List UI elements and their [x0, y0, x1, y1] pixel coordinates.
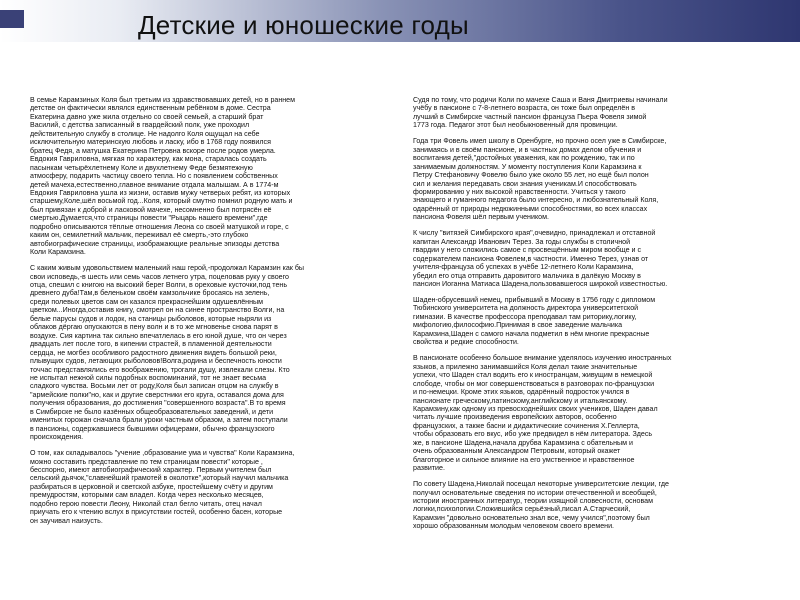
right-paragraph-4: Шаден-обрусевший немец, прибывший в Москву в 1756 году с дипломом Тюбинского университета на должность директора университетской гимназии. В качестве профессора преподавал там риторику,логику, мифологию,философию.Принимая в свое заведение мальчика Карамзина,Шаден с самого начала подметил в нём многие прекрасные свойства и редкие способности. [413, 296, 656, 347]
header-accent-tab [0, 10, 24, 28]
left-paragraph-1: В семье Карамзиных Коля был третьим из здравствовавших детей, но в раннем детстве он фактически являлся единственным ребёнком в доме. Сестра Екатерина давно уже жила отдельно со своей семьей, а старший брат Василий, с детства записанный в гвардейский полк, уже проходил действительную службу в столице. Не надолго Коля ощущал на себе исключительную материнскую любовь и ласку, ибо в 1768 году появился братец Федя, а матушка Екатерина Петровна вскоре после родов умерла. Евдокия Гавриловна, мягкая по характеру, как мона, старалась создать пасынкам четырёхлетнему Коле и двухлетнему Феде безмятежную атмосферу, подарить частицу своего тепла. Но с появлением собственных детей мачеха,естественно,главное внимание отдала малышам. А в 1774-м Евдокия Гавриловна ушла из жизни, оставив мужу четверых ребят, из которых старшему,Коле,шёл восьмой год...Коля, который смутно помнил родную мать и был привязан к доброй и ласковой мачехе, несомненно был потрясён её смертью.Думается,что страницы повести "Рыцарь нашего времени",где подробно описываются тёплые отношения Леона со своей матушкой и горе, с каким он, семилетний мальчик, переживал её смерть,-это глубоко автобиографические страницы, изображающие реальные эпизоды детства Коли Карамзина. [30, 96, 295, 257]
left-text-column [30, 96, 382, 533]
left-paragraph-3: О том, как складывалось "учение ,образование ума и чувства" Коли Карамзина, можно составить представление по тем страницам повести" которые , бесспорно, имеют автобиографический характер. Первым учителем был сельский дьячок,"славнейший грамотей в околотке",который научил мальчика разбираться в церковной и светской азбуке, простейшему счёту и другим премудростям, которыми сам владел. Когда через несколько месяцев, подобно герою повести Леону, Николай стал бегло читать, отец начал приучать его к чтению вслух в присутствии гостей, особенно басен, которые он заучивал наизусть. [30, 449, 295, 525]
right-paragraph-3: К числу "витязей Симбирского края",очевидно, принадлежал и отставной капитан Александр Иванович Терез. За годы службы в столичной гвардии у него сложились самое с просвещённым миром вообще и с содержателем пансиона Фовелем,в частности. Именно Терез, узнав от учителя-француза об успехах в учёбе 12-летнего Коли Карамзина, убедил его отца отправить даровитого мальчика в далёкую Москву в пансион Иоганна Матиаса Шадена,пользовавшегося широкой известностью. [413, 229, 668, 289]
left-paragraph-2: С каким живым удовольствием маленький наш герой,-продолжал Карамзин как бы свои исповедь,-в шесть или семь часов летнего утра, поцеловав руку у своего отца, спешил с книгою на высокий берег Волги, в ореховые кусточки,под тень древнего дуба!Там,в беленьком своём камзольчике бросаясь на зелень, среди полевых цветов сам он казался прекраснейшим одушевлённым цветком...Иногда,оставив книгу, смотрел он на синее пространство Волги, на белые парусы судов и лодок, на станицы рыболовов, которые ныряли из облаков дёргаю опускаются в пену волн и в то же мгновенье снова парят в воздухе. Сия картина так сильно впечатлелась в его юной душе, что он через двадцать лет после того, в кипении страстей, в пламенной деятельности сердца, не могбез особливого радостного движения видеть большой реки, плывущих судов, летающих рыболовов!Волга,родина и беспечность юности точчас представлялись его воображению, трогали душу, извлекали слезы. Кто не испытал нежной силы подобных воспоминаний, тот не знает весьма сладкого чувства. Восьми лет от роду,Коля был записан отцом на службу в "армейские полки"но, как и другие сверстники его круга, оставался дома для получения образования, до достижения "совершенного возраста".В то время в Симбирске не было казённых общеобразовательных заведений, и дети именитых горожан сначала брали уроки частным образом, а затем поступали в пансионы, содержавшиеся бывшими офицерами, обычно французского происхождения. [30, 264, 305, 442]
right-paragraph-6: По совету Шадена,Николай посещал некоторые университетские лекции, где получил основательные сведения по истории отечественной и всеобщей, истории иностранных литератур, теории изящной словесности, основам логики,психологии.Сложившийся серьёзный,писал А.Старческий, Карамзин "довольно основательно знал все, чему учился",поэтому был хорошо образованным молодым человеком своего времени. [413, 480, 669, 531]
right-paragraph-5: В пансионате особенно большое внимание уделялось изучению иностранных языков, а прилежно занимавшийся Коля делал такие значительные успехи, что Шаден стал водить его к иностранцам, живущим в немецкой слободе, чтобы он мог совершенствоваться в разговорах по-французски и по-немецки. Кроме этих языков, одарённый подросток учился в пансионате греческому,латинскому,английскому и итальянскому. Карамзину,как одному из превосходнейших своих учеников, Шаден давал читать лучшие произведения европейских авторов, особенно французских, а также басни и дидактические сочинения Х.Геллерта, чтобы образовать его вкус, ибо уже предвидел в нём литератора. Здесь же, в пансионе Шадена,начала друбва Карамзина с обательным и очень образованным Александром Петровым, который окажет благоторное и сильное влияние на его умственное и нравственное развитие. [413, 354, 672, 473]
right-paragraph-1: Судя по тому, что родичи Коли по мачехе Саша и Ваня Дмитриевы начинали учёбу в пансионе с 7-8-летнего возраста, он тоже был определён в лучший в Симбирске частный пансион француза Пьера Фовеля зимой 1773 года. Педагог этот был необыкновенный для провинции. [413, 96, 668, 130]
slide-title: Детские и юношеские годы [138, 10, 469, 40]
right-paragraph-2: Года три Фовель имел школу в Оренбурге, но прочно осел уже в Симбирске, занимаясь и в своём пансионе, и в частных домах делом обучения и воспитания детей,"достойных уважения, как по рождению, так и по занимаемым должностям. У моменту поступления Коли Карамзина к Петру Стефановичу Фовелю было уже около 55 лет, но ещё был полон сил и желания передавать свои знания ученикам.И способствовать формированию у них высокой нравственности. Учиться у такого знающего и гуманного педагога было интересно, и любознательный Коля, одарённый от природы недюжинными способностями, во всех классах пансиона Фовеля шёл первым учеником. [413, 137, 667, 222]
right-text-column [413, 96, 771, 538]
